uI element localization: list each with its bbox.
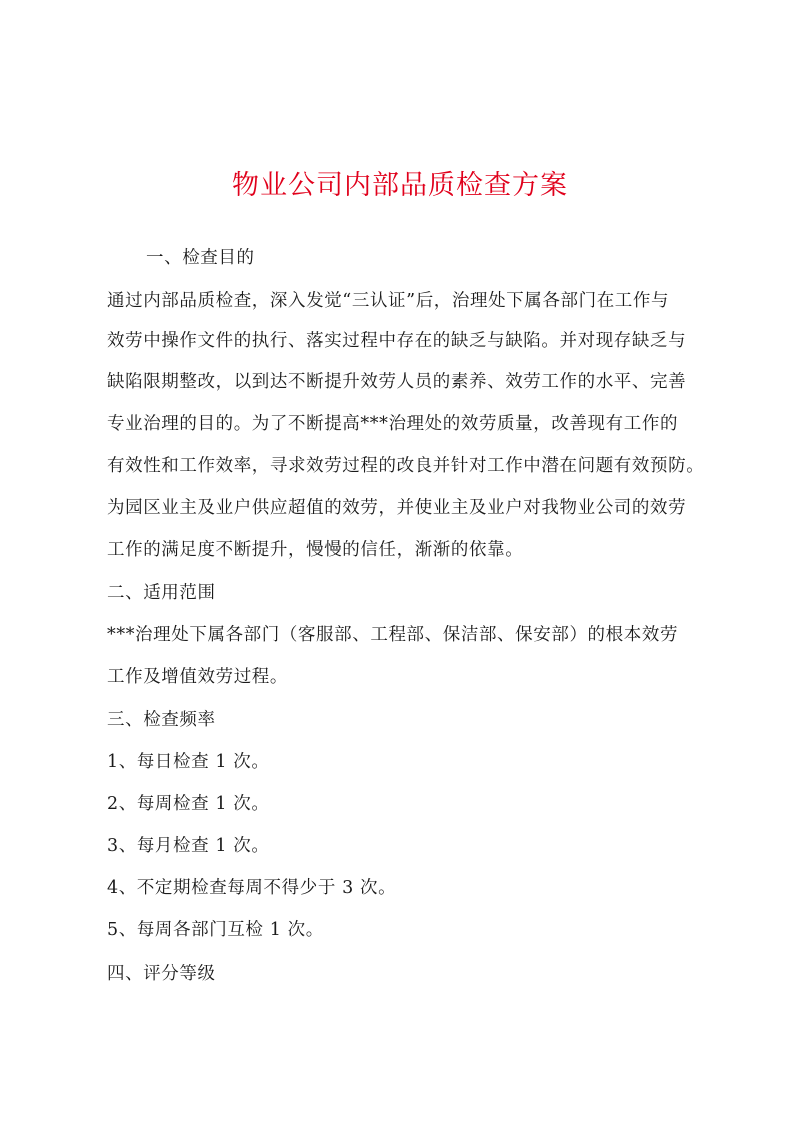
section-heading-purpose: 一、检查目的 bbox=[146, 248, 255, 268]
paragraph-line: 效劳中操作文件的执行、落实过程中存在的缺乏与缺陷。并对现存缺乏与 bbox=[107, 331, 687, 351]
paragraph-line: 专业治理的目的。为了不断提高***治理处的效劳质量，改善现有工作的 bbox=[107, 414, 679, 434]
section-heading-scope: 二、适用范围 bbox=[107, 583, 216, 603]
section-heading-frequency: 三、检查频率 bbox=[107, 710, 216, 730]
list-item: 4、不定期检查每周不得少于 3 次。 bbox=[107, 878, 397, 898]
list-item: 2、每周检查 1 次。 bbox=[107, 794, 270, 814]
paragraph-line: 工作的满足度不断提升，慢慢的信任，渐渐的依靠。 bbox=[107, 540, 524, 560]
document-title: 物业公司内部品质检查方案 bbox=[232, 170, 568, 201]
section-heading-grading: 四、评分等级 bbox=[107, 964, 216, 984]
paragraph-line: 通过内部品质检查，深入发觉“三认证”后，治理处下属各部门在工作与 bbox=[107, 291, 670, 311]
paragraph-line: 工作及增值效劳过程。 bbox=[107, 667, 288, 687]
paragraph-line: 有效性和工作效率，寻求效劳过程的改良并针对工作中潜在问题有效预防。 bbox=[107, 456, 705, 476]
list-item: 1、每日检查 1 次。 bbox=[107, 752, 270, 772]
paragraph-line: 缺陷限期整改，以到达不断提升效劳人员的素养、效劳工作的水平、完善 bbox=[107, 372, 687, 392]
paragraph-line: ***治理处下属各部门（客服部、工程部、保洁部、保安部）的根本效劳 bbox=[107, 625, 679, 645]
paragraph-line: 为园区业主及业户供应超值的效劳，并使业主及业户对我物业公司的效劳 bbox=[107, 498, 687, 518]
list-item: 3、每月检查 1 次。 bbox=[107, 836, 270, 856]
list-item: 5、每周各部门互检 1 次。 bbox=[107, 920, 324, 940]
